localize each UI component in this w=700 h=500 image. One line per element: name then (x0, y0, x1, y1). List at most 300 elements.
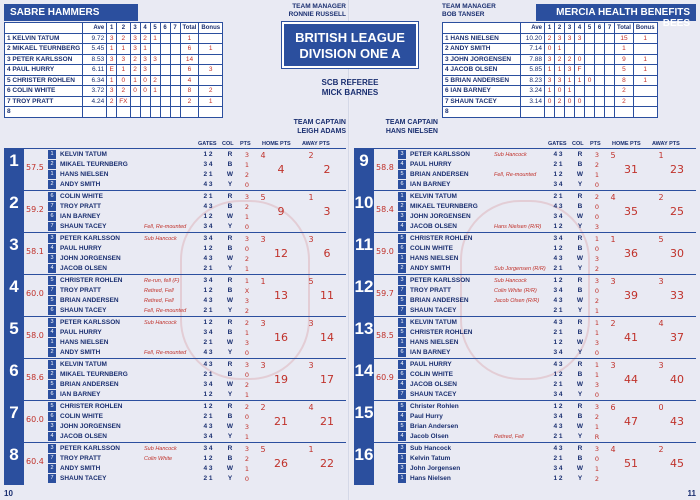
rider-colour: W (226, 297, 234, 304)
left-heats (4, 148, 346, 484)
rider-gates: 1 2 (553, 475, 563, 482)
rider-row (5, 86, 223, 97)
rider-name: TROY PRATT (60, 287, 101, 294)
rider-number: 1 (398, 318, 406, 327)
heat-away-points: 4 (658, 319, 664, 328)
heat-number (354, 401, 374, 443)
heat-rider-row (398, 380, 696, 390)
rider-name: John Jorgensen (410, 465, 461, 472)
rider-bonus: 1 (199, 96, 223, 107)
rider-colour: Y (227, 391, 233, 398)
rider-points: 0 (594, 203, 600, 211)
home-running-total: 19 (274, 373, 288, 386)
rider-gates: 4 3 (553, 203, 563, 210)
rider-average: 7.88 (521, 54, 545, 65)
home-pts-header: HOME PTS (612, 141, 641, 147)
rider-name: Sub Hancock (410, 445, 452, 452)
rider-points: 1 (594, 307, 600, 315)
rider-gates: 3 4 (203, 329, 213, 336)
rider-name: 5 CHRISTER ROHLEN (5, 75, 83, 86)
rider-name: PAUL HURRY (410, 361, 452, 368)
rider-name: TROY PRATT (60, 455, 101, 462)
rider-number: 3 (398, 444, 406, 453)
heat-home-points: 5 (260, 445, 266, 454)
home-running-total: 44 (624, 373, 638, 386)
referee (300, 78, 400, 98)
rider-gates: 3 4 (203, 277, 213, 284)
away-captain-name: HANS NIELSEN (385, 128, 438, 135)
rider-note: Jacob Olsen (R/R) (494, 298, 540, 304)
rider-points: 2 (244, 171, 250, 179)
rider-total: 2 (180, 96, 199, 107)
rider-colour: W (226, 423, 234, 430)
rider-points: 0 (244, 413, 250, 421)
heat-home-points: 2 (610, 319, 616, 328)
ride-score (605, 75, 615, 86)
rider-points: 1 (594, 423, 600, 431)
rider-colour: Y (577, 433, 583, 440)
rider-gates: 1 2 (553, 245, 563, 252)
rider-name: SHAUN TACEY (60, 307, 107, 314)
column-header: Total (615, 23, 634, 34)
heat-rider-row (398, 422, 696, 432)
rider-colour: B (227, 455, 233, 462)
rider-number: 1 (48, 360, 56, 369)
rider-gates: 4 3 (553, 423, 563, 430)
heat-block (4, 442, 346, 484)
rider-points: 0 (594, 245, 600, 253)
rider-gates: 4 3 (203, 349, 213, 356)
rider-gates: 2 1 (553, 307, 563, 314)
rider-average: 8.23 (521, 75, 545, 86)
rider-number: 6 (48, 212, 56, 221)
rider-points: 1 (244, 213, 250, 221)
heat-home-points: 3 (260, 319, 266, 328)
ride-score (585, 33, 595, 44)
rider-gates: 1 2 (553, 371, 563, 378)
rider-number: 2 (48, 464, 56, 473)
home-running-total: 47 (624, 415, 638, 428)
rider-points: 2 (594, 193, 600, 201)
ride-score (605, 107, 615, 118)
ride-score: 3 (545, 54, 555, 65)
rider-number: 4 (48, 432, 56, 441)
ride-score (140, 107, 150, 118)
heat-number (4, 359, 24, 401)
away-running-total: 17 (320, 373, 334, 386)
rider-name: 6 IAN BARNEY (443, 86, 521, 97)
heat-away-points: 3 (658, 361, 664, 370)
heat-number (354, 233, 374, 275)
rider-number: 5 (398, 402, 406, 411)
ride-score (160, 107, 170, 118)
column-header: 2 (117, 23, 130, 34)
heat-away-points: 3 (308, 235, 314, 244)
heat-away-points: 2 (658, 445, 664, 454)
rider-note: Retired, Fell (144, 288, 174, 294)
heat-number-label: 1 (9, 151, 19, 170)
rider-gates: 4 3 (203, 181, 213, 188)
heat-block (354, 190, 696, 232)
rider-colour: B (577, 245, 583, 252)
heat-rider-row (48, 380, 346, 390)
rider-number: 4 (398, 412, 406, 421)
rider-points: 1 (244, 465, 250, 473)
rider-name: BRIAN ANDERSEN (410, 297, 469, 304)
home-running-total: 35 (624, 205, 638, 218)
rider-name: HANS NIELSEN (410, 339, 459, 346)
rider-number: 3 (48, 234, 56, 243)
heat-rider-row (48, 244, 346, 254)
ride-score: 1 (117, 65, 130, 76)
ride-score: 0 (575, 96, 585, 107)
rider-name: MIKAEL TEURNBERG (60, 371, 128, 378)
rider-colour: W (226, 171, 234, 178)
rider-points: 0 (594, 349, 600, 357)
ride-score (160, 44, 170, 55)
rider-name: IAN BARNEY (60, 213, 101, 220)
rider-name: Kelvin Tatum (410, 455, 451, 462)
column-header: 5 (150, 23, 160, 34)
heat-away-points: 5 (308, 277, 314, 286)
rider-gates: 4 3 (203, 465, 213, 472)
rider-colour: Y (227, 475, 233, 482)
rider-points: 0 (244, 371, 250, 379)
rider-gates: 4 3 (553, 361, 563, 368)
rider-bonus (199, 107, 223, 118)
rider-gates: 1 2 (553, 339, 563, 346)
column-header: Bonus (199, 23, 223, 34)
rider-gates: 2 1 (203, 307, 213, 314)
heat-time: 60.0 (26, 415, 44, 424)
rider-colour: W (576, 465, 584, 472)
rider-colour: Y (227, 349, 233, 356)
rider-points: 0 (594, 455, 600, 463)
home-running-total: 36 (624, 247, 638, 260)
rider-total: 2 (615, 86, 634, 97)
rider-gates: 1 2 (203, 319, 213, 326)
rider-name: 8 (443, 107, 521, 118)
rider-number: 5 (48, 402, 56, 411)
heat-rider-row (398, 370, 696, 380)
rider-number: 2 (48, 348, 56, 357)
rider-number: 5 (398, 296, 406, 305)
rider-gates: 1 2 (203, 151, 213, 158)
rider-average: 9.72 (83, 33, 107, 44)
rider-number: 5 (48, 380, 56, 389)
rider-gates: 4 3 (553, 319, 563, 326)
rider-average: 5.85 (521, 65, 545, 76)
rider-name: KELVIN TATUM (60, 361, 107, 368)
heat-rider-row (48, 160, 346, 170)
heat-rider-row (398, 328, 696, 338)
heat-home-points: 1 (260, 277, 266, 286)
rider-name: Jacob Olsen (410, 433, 449, 440)
rider-number: 3 (398, 464, 406, 473)
heat-rider-row (48, 296, 346, 306)
heat-home-points: 5 (610, 151, 616, 160)
ride-score (160, 65, 170, 76)
ride-score (150, 96, 160, 107)
rider-number: 2 (48, 180, 56, 189)
ride-score (565, 107, 575, 118)
rider-points: 3 (244, 151, 250, 159)
away-team-table (442, 22, 658, 118)
heat-number-label: 2 (9, 193, 19, 212)
away-running-total: 43 (670, 415, 684, 428)
heat-number-label: 10 (354, 193, 374, 212)
rider-points: 2 (244, 255, 250, 263)
rider-name: SHAUN TACEY (60, 223, 107, 230)
rider-average: 10.20 (521, 33, 545, 44)
rider-points: 0 (244, 475, 250, 483)
column-header: 4 (575, 23, 585, 34)
heat-rider-row (48, 464, 346, 474)
rider-number: 4 (398, 432, 406, 441)
ride-score: FX (117, 96, 130, 107)
away-running-total: 6 (323, 247, 331, 260)
heat-block (354, 358, 696, 400)
rider-row (5, 33, 223, 44)
rider-gates: 2 1 (203, 413, 213, 420)
ride-score: 2 (117, 86, 130, 97)
ride-score: 1 (150, 86, 160, 97)
rider-name: COLIN WHITE (60, 193, 103, 200)
rider-gates: 3 4 (553, 213, 563, 220)
rider-name: JOHN JORGENSEN (410, 213, 471, 220)
away-manager (442, 3, 496, 19)
rider-name: CHRISTER ROHLEN (60, 403, 123, 410)
rider-row (5, 75, 223, 86)
rider-note: Sub Hancock (144, 446, 177, 452)
ride-score (605, 96, 615, 107)
rider-number: 1 (48, 150, 56, 159)
rider-gates: 2 1 (203, 475, 213, 482)
rider-name: 6 COLIN WHITE (5, 86, 83, 97)
away-running-total: 45 (670, 457, 684, 470)
rider-note: Re-run, fell (F) (144, 278, 180, 284)
rider-row (443, 54, 658, 65)
ride-score: 1 (575, 75, 585, 86)
rider-note: Fell, Re-mounted (144, 350, 187, 356)
rider-gates: 3 4 (553, 235, 563, 242)
ride-score (130, 96, 140, 107)
heat-rider-row (48, 286, 346, 296)
heat-rider-row (398, 160, 696, 170)
rider-gates: 1 2 (553, 277, 563, 284)
col-header: COL (222, 141, 234, 147)
rider-points: 3 (594, 277, 600, 285)
rider-colour: W (576, 339, 584, 346)
rider-number: 6 (398, 180, 406, 189)
rider-gates: 2 1 (553, 455, 563, 462)
heat-rider-row (48, 412, 346, 422)
rider-name: HANS NIELSEN (60, 171, 109, 178)
ride-score: 3 (107, 86, 117, 97)
rider-name: PETER KARLSSON (410, 277, 470, 284)
ride-score (160, 86, 170, 97)
heat-number (4, 233, 24, 275)
ride-score: 2 (150, 75, 160, 86)
rider-gates: 3 4 (203, 433, 213, 440)
heat-block (354, 442, 696, 484)
heat-number (4, 401, 24, 443)
ride-score (585, 54, 595, 65)
rider-row (5, 54, 223, 65)
away-running-total: 37 (670, 331, 684, 344)
heat-home-points: 3 (610, 277, 616, 286)
rider-number: 7 (398, 390, 406, 399)
heat-number (354, 149, 374, 191)
ride-score: 3 (565, 33, 575, 44)
rider-gates: 4 3 (203, 361, 213, 368)
ride-score (605, 86, 615, 97)
rider-number: 7 (48, 202, 56, 211)
heat-rider-row (48, 180, 346, 190)
heat-number-label: 12 (354, 277, 374, 296)
rider-name: MIKAEL TEURNBERG (410, 203, 478, 210)
ride-score (595, 65, 605, 76)
rider-note: Fell, Re-mounted (144, 308, 187, 314)
rider-row (5, 96, 223, 107)
rider-name: CHRISTER ROHLEN (60, 277, 123, 284)
rider-total: 8 (615, 75, 634, 86)
ride-score (595, 75, 605, 86)
rider-gates: 2 1 (553, 193, 563, 200)
rider-name: HANS NIELSEN (410, 255, 459, 262)
page-number-left: 10 (4, 489, 13, 498)
rider-number: 1 (48, 338, 56, 347)
rider-points: 1 (594, 329, 600, 337)
heat-home-points: 1 (610, 235, 616, 244)
rider-number: 2 (48, 160, 56, 169)
ride-score: 3 (565, 65, 575, 76)
rider-name: ANDY SMITH (60, 465, 101, 472)
rider-number: 6 (48, 390, 56, 399)
rider-note: Sub Hancock (144, 320, 177, 326)
ride-score (160, 54, 170, 65)
rider-name: 5 BRIAN ANDERSEN (443, 75, 521, 86)
rider-colour: Y (577, 307, 583, 314)
rider-points: 1 (244, 391, 250, 399)
ride-score (585, 86, 595, 97)
home-running-total: 51 (624, 457, 638, 470)
ride-score: 3 (130, 33, 140, 44)
away-manager-label: TEAM MANAGER (442, 3, 496, 10)
ride-score: 3 (107, 33, 117, 44)
rider-colour: W (576, 255, 584, 262)
rider-gates: 1 2 (553, 171, 563, 178)
heat-rider-row (48, 328, 346, 338)
column-header: Ave (83, 23, 107, 34)
ride-score: 2 (545, 33, 555, 44)
heat-block (4, 400, 346, 442)
ride-score: 3 (545, 75, 555, 86)
heat-rider-row (398, 306, 696, 316)
rider-gates: 3 4 (203, 381, 213, 388)
heat-rider-row (48, 202, 346, 212)
heat-number-label: 3 (9, 235, 19, 254)
rider-gates: 2 1 (203, 265, 213, 272)
rider-points: 1 (594, 171, 600, 179)
rider-number: 7 (48, 454, 56, 463)
rider-points: 0 (244, 223, 250, 231)
rider-colour: R (227, 277, 233, 284)
rider-name: HANS NIELSEN (60, 339, 109, 346)
rider-name: 1 HANS NIELSEN (443, 33, 521, 44)
away-running-total: 23 (670, 163, 684, 176)
home-running-total: 16 (274, 331, 288, 344)
heat-number-label: 16 (354, 445, 374, 464)
rider-number: 3 (398, 212, 406, 221)
rider-colour: W (576, 171, 584, 178)
rider-name: PETER KARLSSON (60, 445, 120, 452)
rider-average: 3.72 (83, 86, 107, 97)
rider-number: 7 (48, 222, 56, 231)
heat-away-points: 4 (308, 403, 314, 412)
heat-time: 59.2 (26, 205, 44, 214)
rider-colour: B (227, 245, 233, 252)
rider-total: 15 (615, 33, 634, 44)
rider-name: COLIN WHITE (410, 371, 453, 378)
rider-points: 3 (594, 445, 600, 453)
ride-score (595, 44, 605, 55)
rider-number: 3 (398, 150, 406, 159)
ride-score (555, 107, 565, 118)
rider-name: Christer Rohlen (410, 403, 459, 410)
heat-away-points: 3 (658, 277, 664, 286)
heat-home-points: 3 (260, 361, 266, 370)
rider-colour: Y (227, 433, 233, 440)
rider-row (5, 107, 223, 118)
heat-number (4, 191, 24, 233)
ride-score (170, 54, 180, 65)
rider-name: PETER KARLSSON (60, 235, 120, 242)
rider-points: 3 (594, 339, 600, 347)
away-pts-header: AWAY PTS (302, 141, 330, 147)
heat-time: 60.9 (376, 373, 394, 382)
heat-away-points: 3 (308, 361, 314, 370)
rider-points: 2 (244, 203, 250, 211)
rider-colour: W (226, 465, 234, 472)
rider-bonus: 3 (199, 65, 223, 76)
pts-header: PTS (240, 141, 251, 147)
heat-rider-row (48, 264, 346, 274)
rider-points: 3 (244, 423, 250, 431)
heat-rider-row (48, 390, 346, 400)
ride-score: 3 (117, 54, 130, 65)
rider-name: JOHN JORGENSEN (60, 423, 121, 430)
rider-name: IAN BARNEY (410, 181, 451, 188)
heat-away-points: 0 (658, 403, 664, 412)
rider-points: 3 (594, 403, 600, 411)
heat-home-points: 3 (610, 361, 616, 370)
rider-points: 2 (244, 455, 250, 463)
rider-colour: Y (577, 391, 583, 398)
rider-points: 1 (594, 319, 600, 327)
rider-total: 9 (615, 54, 634, 65)
home-captain-name: LEIGH ADAMS (297, 128, 346, 135)
rider-gates: 1 2 (203, 213, 213, 220)
rider-colour: Y (577, 265, 583, 272)
rider-name: PETER KARLSSON (410, 151, 470, 158)
rider-points: 2 (244, 319, 250, 327)
rider-gates: 3 4 (553, 391, 563, 398)
ride-score (160, 75, 170, 86)
heat-rider-row (48, 370, 346, 380)
heat-number-label: 14 (354, 361, 374, 380)
rider-number: 6 (48, 192, 56, 201)
